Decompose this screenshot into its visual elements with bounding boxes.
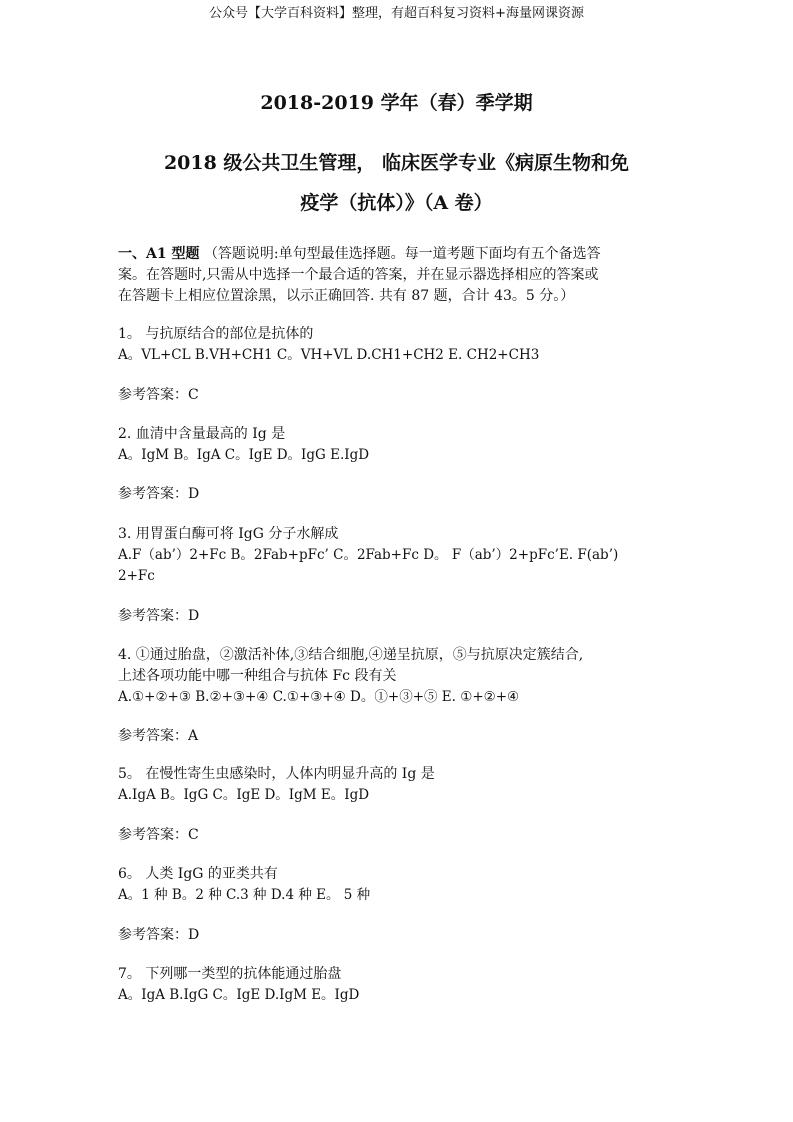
answer-2: 参考答案：D <box>118 486 200 502</box>
question-stem: 3. 用胃蛋白酶可将 IgG 分子水解成 <box>118 526 339 542</box>
question-options: A。1 种 B。2 种 C.3 种 D.4 种 E。 5 种 <box>118 887 371 903</box>
answer-5: 参考答案：C <box>118 827 199 843</box>
question-options: A。IgA B.IgG C。IgE D.IgM E。IgD <box>118 987 360 1003</box>
instruction-line: 案。在答题时,只需从中选择一个最合适的答案，并在显示器选择相应的答案或 <box>118 267 599 283</box>
question-stem-cont: 上述各项功能中哪一种组合与抗体 Fc 段有关 <box>118 668 397 684</box>
question-stem: 5。 在慢性寄生虫感染时，人体内明显升高的 Ig 是 <box>118 766 435 782</box>
answer-6: 参考答案：D <box>118 927 200 943</box>
document-title-course-cont: 疫学（抗体）》（A 卷） <box>300 192 493 214</box>
question-stem: 6。 人类 IgG 的亚类共有 <box>118 866 278 882</box>
question-stem: 7。 下列哪一类型的抗体能通过胎盘 <box>118 966 342 982</box>
page-header-note: 公众号【大学百科资料】整理，有超百科复习资料+海量网课资源 <box>209 6 584 21</box>
document-title-term: 2018-2019 学年（春）季学期 <box>260 92 533 114</box>
question-options: A。IgM B。IgA C。IgE D。IgG E.IgD <box>118 447 370 463</box>
instruction-line: 在答题卡上相应位置涂黑，以示正确回答. 共有 87 题，合计 43。5 分。） <box>118 288 575 304</box>
section-heading: 一、A1 型题 <box>118 246 200 262</box>
instruction-line: （答题说明:单句型最佳选择题。每一道考题下面均有五个备选答 <box>203 246 601 262</box>
question-stem: 4. ①通过胎盘，②激活补体,③结合细胞,④递呈抗原，⑤与抗原决定簇结合, <box>118 647 584 663</box>
document-title-course: 2018 级公共卫生管理， 临床医学专业《病原生物和免 <box>163 152 630 174</box>
question-options-cont: 2+Fc <box>118 568 155 584</box>
question-stem: 1。 与抗原结合的部位是抗体的 <box>118 326 314 342</box>
question-3 <box>118 524 688 587</box>
section-instructions <box>118 244 688 307</box>
question-options: A.IgA B。IgG C。IgE D。IgM E。IgD <box>118 787 370 803</box>
answer-3: 参考答案：D <box>118 608 200 624</box>
question-5 <box>118 764 688 806</box>
question-1 <box>118 324 688 366</box>
question-2 <box>118 424 688 466</box>
answer-1: 参考答案：C <box>118 387 199 403</box>
question-options: A。VL+CL B.VH+CH1 C。VH+VL D.CH1+CH2 E. CH2+CH3 <box>118 347 540 363</box>
question-stem: 2. 血清中含量最高的 Ig 是 <box>118 426 286 442</box>
question-6 <box>118 864 688 906</box>
question-options: A.F（ab’）2+Fc B。2Fab+pFc’ C。2Fab+Fc D。 F（ab’）2+pFc’E. F(ab’) <box>118 547 619 563</box>
answer-4: 参考答案：A <box>118 728 199 744</box>
question-4 <box>118 645 688 708</box>
question-7 <box>118 964 688 1006</box>
question-options: A.①+②+③ B.②+③+④ C.①+③+④ D。①+③+⑤ E. ①+②+④ <box>118 689 520 705</box>
